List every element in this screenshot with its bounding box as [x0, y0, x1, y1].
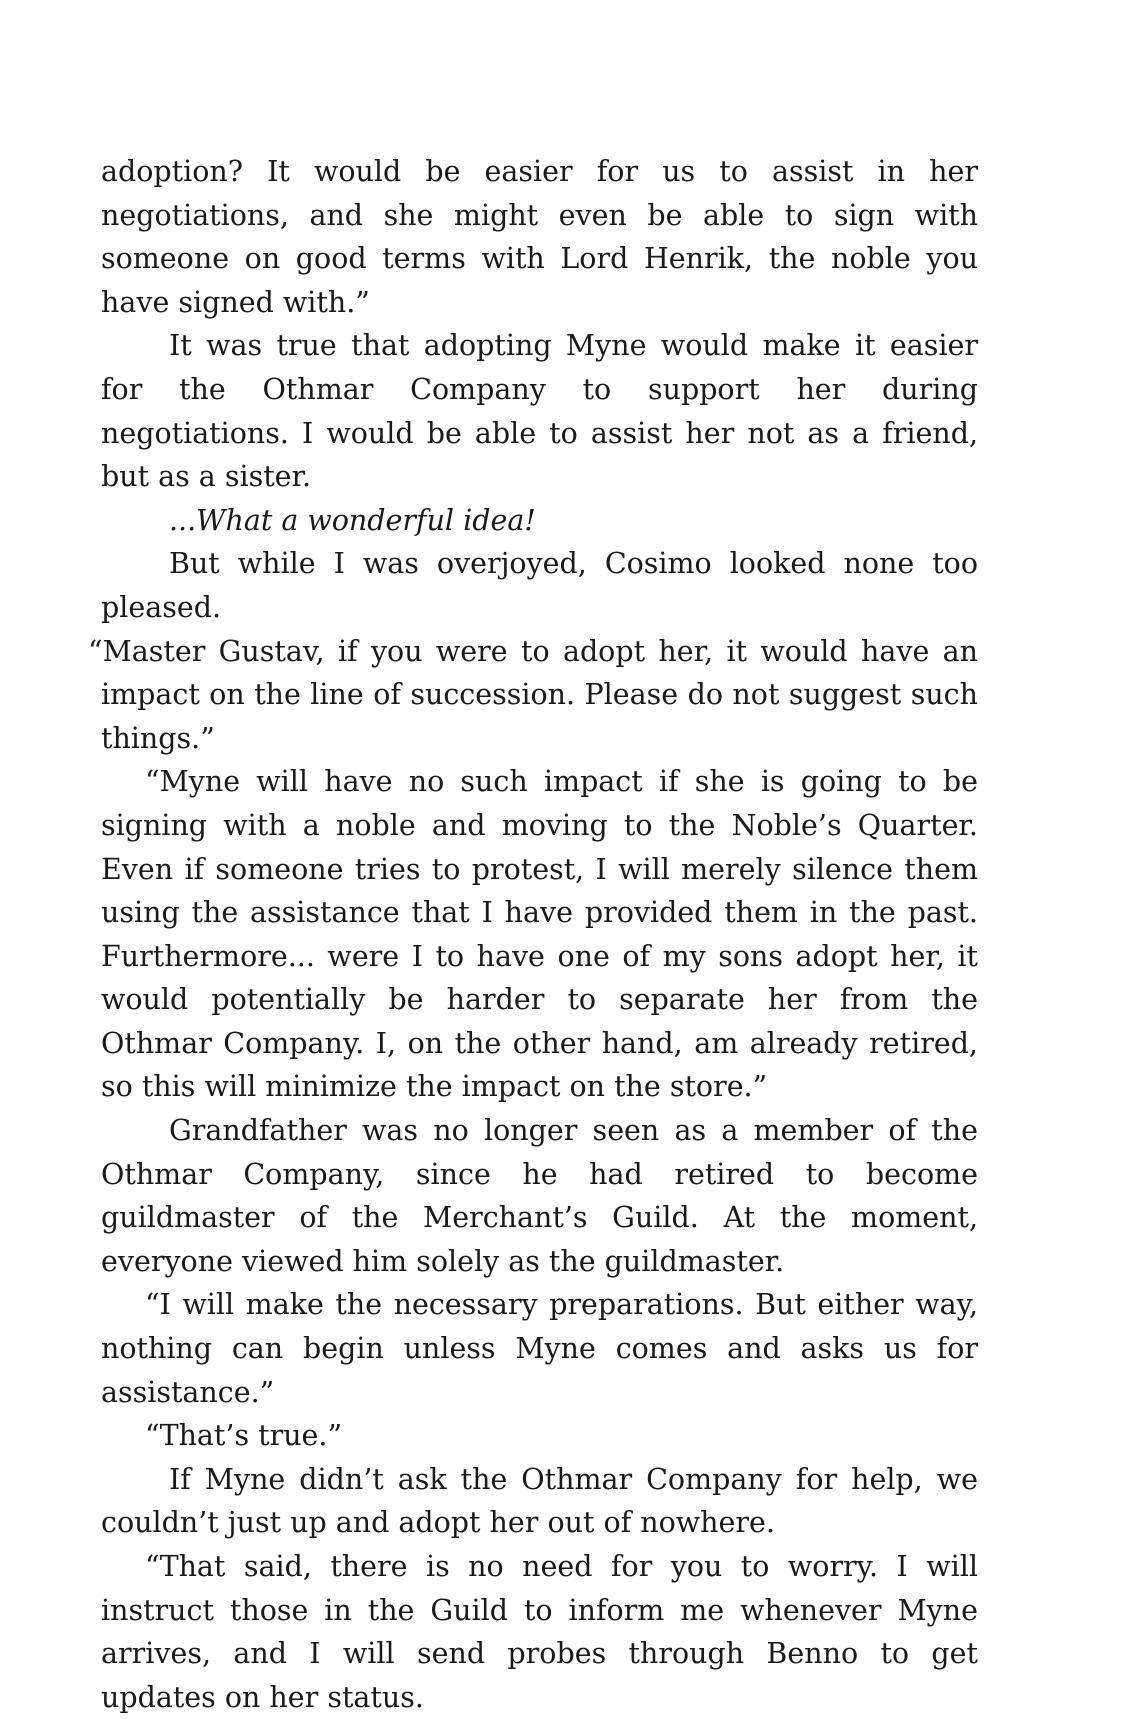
paragraph-6-dialogue: “Myne will have no such impact if she is going to be signing with a noble and moving to the Noble’s Quarter. Even if someone tries to protest, I will merely silence them using the assistance that I have provided them in the past. Furthermore... were I to have one of my sons adopt her, it would potentially be harder to separate her from the Othmar Company. I, on the other hand, am already retired, so this will minimize the impact on the store.” — [101, 765, 978, 1104]
paragraph-9-dialogue: “That’s true.” — [145, 1419, 343, 1453]
paragraph-10: If Myne didn’t ask the Othmar Company for help, we couldn’t just up and adopt her out of nowhere. — [101, 1462, 978, 1540]
paragraph-4: But while I was overjoyed, Cosimo looked none too pleased. — [101, 547, 978, 624]
paragraph-8-dialogue: “I will make the necessary preparations. But either way, nothing can begin unless Myne comes and asks us for assistance.” — [101, 1288, 978, 1409]
paragraph-2: It was true that adopting Myne would make it easier for the Othmar Company to support her during negotiations. I would be able to assist her not as a friend, but as a sister. — [101, 329, 978, 494]
body-text — [88, 150, 978, 1719]
paragraph-3-thought: ...What a wonderful idea! — [169, 503, 536, 537]
paragraph-7: Grandfather was no longer seen as a member of the Othmar Company, since he had retired to become guildmaster of the Merchant’s Guild. At the moment, everyone viewed him solely as the guildmaster. — [101, 1114, 978, 1278]
paragraph-11-dialogue: “That said, there is no need for you to worry. I will instruct those in the Guild to inform me whenever Myne arrives, and I will send probes through Benno to get updates on her status. — [101, 1550, 978, 1714]
paragraph-5-dialogue: “Master Gustav, if you were to adopt her, it would have an impact on the line of succession. Please do not suggest such things.” — [88, 634, 978, 755]
paragraph-1: adoption? It would be easier for us to assist in her negotiations, and she might even be able to sign with someone on good terms with Lord Henrik, the noble you have signed with.” — [101, 155, 978, 319]
